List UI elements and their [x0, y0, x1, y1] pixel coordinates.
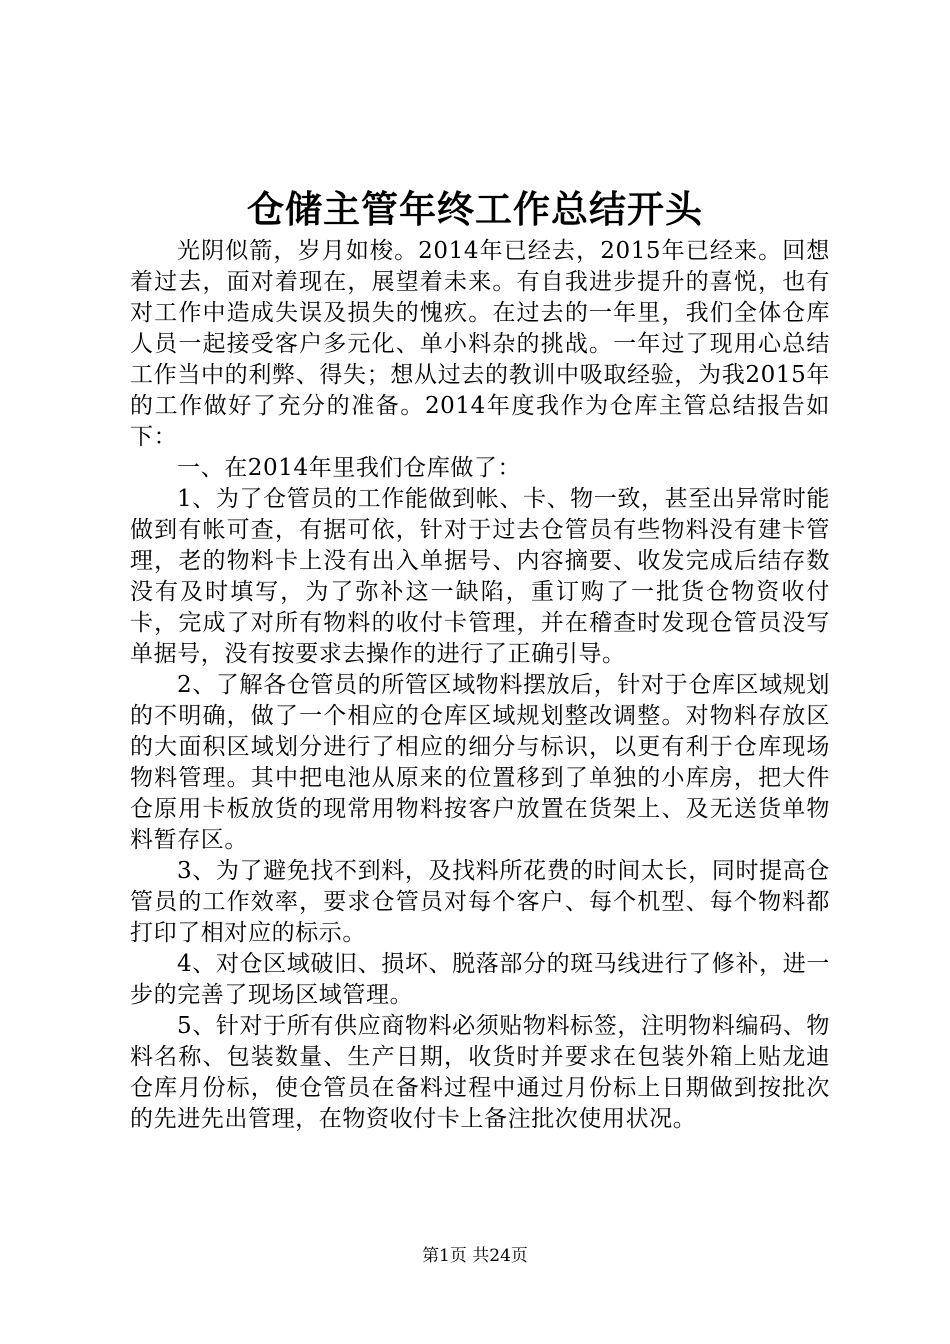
paragraph-item-2: 2、了解各仓管员的所管区域物料摆放后，针对于仓库区域规划的不明确，做了一个相应的仓库区域规划整改调整。对物料存放区的大面积区域划分进行了相应的细分与标识，以更有利于仓库现场物料管理。其中把电池从原来的位置移到了单独的小库房，把大件仓原用卡板放货的现常用物料按客户放置在货架上、及无送货单物料暂存区。: [130, 672, 830, 853]
page-footer: 第1页 共24页: [422, 1246, 528, 1266]
paragraph-item-5: 5、针对于所有供应商物料必须贴物料标签，注明物料编码、物料名称、包装数量、生产日期，收货时并要求在包装外箱上贴龙迪仓库月份标，使仓管员在备料过程中通过月份标上日期做到按批次的先进先出管理，在物资收付卡上备注批次使用状况。: [130, 1013, 830, 1132]
document-title: 仓储主管年终工作总结开头: [247, 187, 703, 231]
paragraph-intro: 光阴似箭，岁月如梭。2014年已经去，2015年已经来。回想着过去，面对着现在，展望着未来。有自我进步提升的喜悦，也有对工作中造成失误及损失的愧疚。在过去的一年里，我们全体仓库人员一起接受客户多元化、单小料杂的挑战。一年过了现用心总结工作当中的利弊、得失；想从过去的教训中吸取经验，为我2015年的工作做好了充分的准备。2014年度我作为仓库主管总结报告如下：: [130, 238, 830, 450]
paragraph-item-4: 4、对仓区域破旧、损坏、脱落部分的斑马线进行了修补，进一步的完善了现场区域管理。: [130, 951, 830, 1008]
paragraph-item-1: 1、为了仓管员的工作能做到帐、卡、物一致，甚至出异常时能做到有帐可查，有据可依，针对于过去仓管员有些物料没有建卡管理，老的物料卡上没有出入单据号、内容摘要、收发完成后结存数没有及时填写，为了弥补这一缺陷，重订购了一批货仓物资收付卡，完成了对所有物料的收付卡管理，并在稽查时发现仓管员没写单据号，没有按要求去操作的进行了正确引导。: [130, 486, 830, 667]
paragraph-item-3: 3、为了避免找不到料，及找料所花费的时间太长，同时提高仓管员的工作效率，要求仓管员对每个客户、每个机型、每个物料都打印了相对应的标示。: [130, 858, 830, 946]
paragraph-section-heading: 一、在2014年里我们仓库做了：: [177, 455, 522, 481]
document-body: [130, 236, 830, 1135]
